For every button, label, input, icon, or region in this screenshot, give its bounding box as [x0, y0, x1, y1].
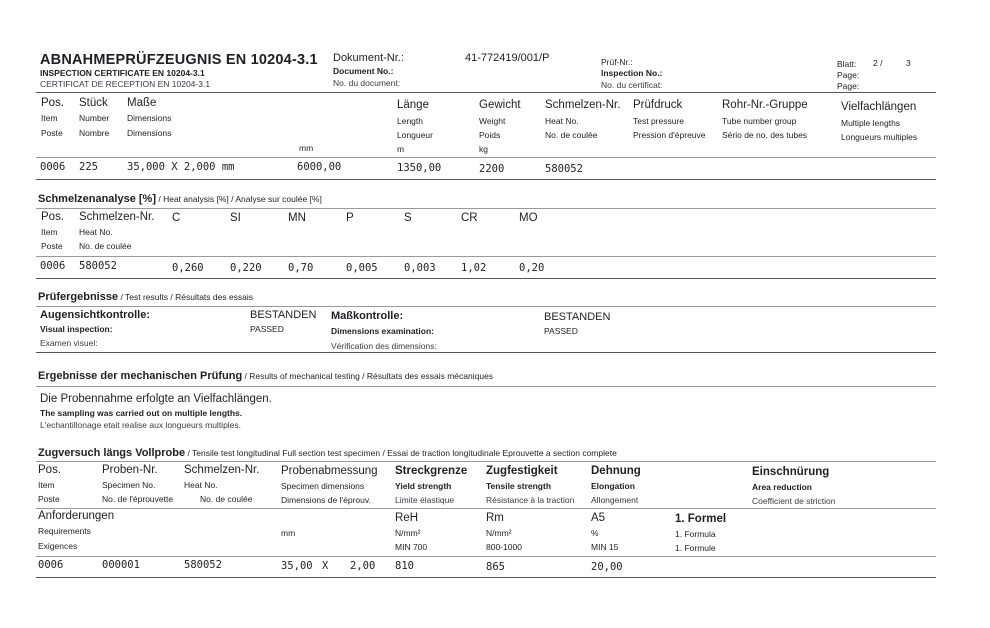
t-col-heat-en: Heat No. [184, 480, 218, 490]
page-label-fr: Page: [837, 81, 860, 91]
col-dimensions-fr: Dimensions [127, 128, 172, 138]
col-test-pressure-en: Test pressure [633, 116, 685, 126]
heat-analysis-title [38, 193, 322, 205]
col-tube-group: Rohr-Nr.-Gruppe [722, 99, 808, 111]
reh-unit: N/mm² [395, 528, 421, 538]
mechanical-title [38, 370, 493, 382]
visual-inspection-value: BESTANDEN [250, 309, 317, 321]
reh-symbol: ReH [395, 512, 419, 524]
col-dimensions: Maße [127, 97, 157, 109]
col-weight-en: Weight [479, 116, 506, 126]
ha-col-pos: Pos. [41, 211, 65, 223]
dimension-check-label: Maßkontrolle: [331, 310, 404, 322]
element-si: SI [230, 212, 241, 224]
visual-inspection-label: Augensichtkontrolle: [40, 309, 151, 321]
unit-m: m [397, 144, 405, 154]
col-count-fr: Nombre [79, 128, 110, 138]
tensile-row-divider [36, 556, 936, 557]
ha-col-heat: Schmelzen-Nr. [79, 211, 155, 223]
mechanical-title-de: Ergebnisse der mechanischen Prüfung [38, 370, 243, 382]
col-length: Länge [397, 99, 429, 111]
col-count-en: Number [79, 113, 110, 123]
element-s: S [404, 212, 412, 224]
t-col-tensile-en: Tensile strength [486, 481, 552, 491]
page-total: 3 [906, 58, 911, 68]
formula-label-en: 1. Formula [675, 529, 716, 539]
visual-inspection-label-fr: Examen visuel: [40, 338, 98, 348]
col-heat-no: Schmelzen-Nr. [545, 99, 621, 111]
heat-analysis-divider [36, 208, 936, 209]
t-row-pos: 0006 [38, 559, 64, 571]
t-row-elongation: 20,00 [591, 561, 623, 573]
row-heat-no: 580052 [545, 163, 583, 175]
formula-label: 1. Formel [675, 513, 727, 525]
t-col-specimen: Proben-Nr. [102, 464, 158, 476]
dimension-check-label-fr: Vérification des dimensions: [331, 341, 437, 351]
requirements-label-en: Requirements [38, 526, 91, 536]
t-col-specimen-dim: Probenabmessung [281, 465, 378, 477]
item-table-bottom [36, 179, 936, 180]
item-table-divider [36, 157, 936, 158]
unit-mm: mm [299, 143, 314, 153]
unit-kg: kg [479, 144, 488, 154]
visual-inspection-value-en: PASSED [250, 324, 284, 334]
col-test-pressure: Prüfdruck [633, 99, 683, 111]
dimension-check-label-en: Dimensions examination: [331, 326, 434, 336]
col-tube-group-fr: Sério de no. des tubes [722, 130, 808, 140]
t-row-tensile: 865 [486, 561, 505, 573]
element-mo: MO [519, 212, 538, 224]
col-weight: Gewicht [479, 99, 521, 111]
value-c: 0,260 [172, 262, 204, 274]
t-row-specimen: 000001 [102, 559, 140, 571]
col-pos-fr: Poste [41, 128, 63, 138]
t-col-heat-fr: No. de coulée [200, 494, 253, 504]
rm-range: 800-1000 [486, 542, 522, 552]
element-c: C [172, 212, 181, 224]
page-number: 2 / [873, 58, 883, 68]
certificate-title: ABNAHMEPRÜFZEUGNIS EN 10204-3.1 [40, 52, 318, 68]
tensile-req-divider [36, 508, 936, 509]
heat-analysis-title-de: Schmelzenanalyse [%] [38, 193, 156, 205]
page-label-en: Page: [837, 70, 860, 80]
t-col-specimen-en: Specimen No. [102, 480, 156, 490]
test-results-bottom [36, 352, 936, 353]
tensile-bottom [36, 577, 936, 578]
col-multiple-lengths-en: Multiple lengths [841, 118, 901, 128]
sampling-note-fr: L'echantillonage etait realise aux longueurs multiples. [40, 420, 242, 430]
value-p: 0,005 [346, 262, 378, 274]
test-results-title-rest: / Test results / Résultats des essais [118, 292, 254, 302]
t-col-specimen-fr: No. de l'éprouvette [102, 494, 174, 504]
t-col-yield-fr: Limite élastique [395, 495, 455, 505]
t-col-elongation: Dehnung [591, 465, 641, 477]
visual-inspection-label-en: Visual inspection: [40, 324, 113, 334]
ha-col-heat-fr: No. de coulée [79, 241, 132, 251]
t-col-specimen-dim-fr: Dimensions de l'éprouv. [281, 495, 371, 505]
tensile-title-de: Zugversuch längs Vollprobe [38, 447, 186, 459]
t-col-area-reduction: Einschnürung [752, 466, 830, 478]
document-number-label-fr: No. du document: [333, 78, 401, 88]
col-test-pressure-fr: Pression d'épreuve [633, 130, 706, 140]
t-col-heat: Schmelzen-Nr. [184, 464, 260, 476]
ha-col-pos-fr: Poste [41, 241, 63, 251]
requirements-label-fr: Exigences [38, 541, 78, 551]
heat-analysis-title-rest: / Heat analysis [%] / Analyse sur coulée [%] [156, 194, 322, 204]
t-col-area-reduction-fr: Coefficient de striction [752, 496, 836, 506]
certificate-title-fr: CERTIFICAT DE RECEPTION EN 10204-3.1 [40, 79, 211, 89]
a5-symbol: A5 [591, 512, 606, 524]
row-dimensions: 35,000 X 2,000 mm [127, 161, 235, 173]
value-si: 0,220 [230, 262, 262, 274]
inspection-number-label-en: Inspection No.: [601, 68, 663, 78]
inspection-number-label: Prüf-Nr.: [601, 57, 633, 67]
tensile-divider [36, 461, 936, 462]
value-s: 0,003 [404, 262, 436, 274]
t-col-specimen-dim-en: Specimen dimensions [281, 481, 365, 491]
col-multiple-lengths-fr: Longueurs multiples [841, 132, 918, 142]
t-row-yield: 810 [395, 560, 414, 572]
col-length-fr: Longueur [397, 130, 433, 140]
document-number-value: 41-772419/001/P [465, 52, 550, 64]
heat-analysis-bottom [36, 278, 936, 279]
reh-min: MIN 700 [395, 542, 428, 552]
mechanical-divider [36, 386, 936, 387]
sampling-note-en: The sampling was carried out on multiple lengths. [40, 408, 243, 418]
document-number-label-en: Document No.: [333, 66, 394, 76]
row-pos: 0006 [40, 161, 66, 173]
col-dimensions-en: Dimensions [127, 113, 172, 123]
t-col-yield: Streckgrenze [395, 465, 468, 477]
t-col-elongation-en: Elongation [591, 481, 635, 491]
tensile-title-rest: / Tensile test longitudinal Full section test specimen / Essai de traction longitudinale Eprouvette a section complete [185, 448, 617, 458]
ha-row-heat: 580052 [79, 260, 117, 272]
row-count: 225 [79, 161, 98, 173]
requirements-label: Anforderungen [38, 510, 115, 522]
col-length-en: Length [397, 116, 423, 126]
t-row-dim1: 35,00 [281, 560, 313, 572]
element-cr: CR [461, 212, 478, 224]
t-col-area-reduction-en: Area reduction [752, 482, 812, 492]
col-pos-en: Item [41, 113, 58, 123]
col-count: Stück [79, 97, 108, 109]
certificate-title-en: INSPECTION CERTIFICATE EN 10204-3.1 [40, 68, 205, 78]
header-divider [36, 92, 936, 93]
t-col-tensile: Zugfestigkeit [486, 465, 558, 477]
t-col-pos-fr: Poste [38, 494, 60, 504]
inspection-number-label-fr: No. du certificat: [601, 80, 663, 90]
ha-col-pos-en: Item [41, 227, 58, 237]
row-dimension-length: 6000,00 [297, 161, 342, 173]
a5-unit: % [591, 528, 599, 538]
value-mn: 0,70 [288, 262, 314, 274]
col-multiple-lengths: Vielfachlängen [841, 101, 917, 113]
rm-symbol: Rm [486, 512, 504, 524]
t-col-pos-en: Item [38, 480, 55, 490]
a5-min: MIN 15 [591, 542, 619, 552]
t-col-elongation-fr: Allongement [591, 495, 639, 505]
col-weight-fr: Poids [479, 130, 501, 140]
t-col-pos: Pos. [38, 464, 62, 476]
ha-col-heat-en: Heat No. [79, 227, 113, 237]
row-weight: 2200 [479, 163, 505, 175]
test-results-title [38, 291, 253, 303]
col-heat-no-fr: No. de coulée [545, 130, 598, 140]
t-col-yield-en: Yield strength [395, 481, 452, 491]
page-label: Blatt: [837, 59, 857, 69]
heat-analysis-row-divider [36, 256, 936, 257]
sampling-note: Die Probennahme erfolgte an Vielfachlängen. [40, 393, 272, 405]
test-results-divider [36, 306, 936, 307]
rm-unit: N/mm² [486, 528, 512, 538]
dimension-check-value-en: PASSED [544, 326, 578, 336]
req-unit-mm: mm [281, 528, 296, 538]
t-col-tensile-fr: Résistance à la traction [486, 495, 575, 505]
value-cr: 1,02 [461, 262, 487, 274]
col-tube-group-en: Tube number group [722, 116, 797, 126]
test-results-title-de: Prüfergebnisse [38, 291, 119, 303]
formula-label-fr: 1. Formule [675, 543, 716, 553]
mechanical-title-rest: / Results of mechanical testing / Résultats des essais mécaniques [242, 371, 494, 381]
t-row-dim2: 2,00 [350, 560, 376, 572]
document-number-label: Dokument-Nr.: [333, 52, 404, 64]
element-mn: MN [288, 212, 306, 224]
t-row-dim-x: X [322, 560, 329, 572]
element-p: P [346, 212, 354, 224]
dimension-check-value: BESTANDEN [544, 311, 611, 323]
value-mo: 0,20 [519, 262, 545, 274]
col-pos: Pos. [41, 97, 65, 109]
ha-row-pos: 0006 [40, 260, 66, 272]
col-heat-no-en: Heat No. [545, 116, 579, 126]
row-length: 1350,00 [397, 162, 442, 174]
t-row-heat: 580052 [184, 559, 222, 571]
tensile-title [38, 447, 617, 459]
